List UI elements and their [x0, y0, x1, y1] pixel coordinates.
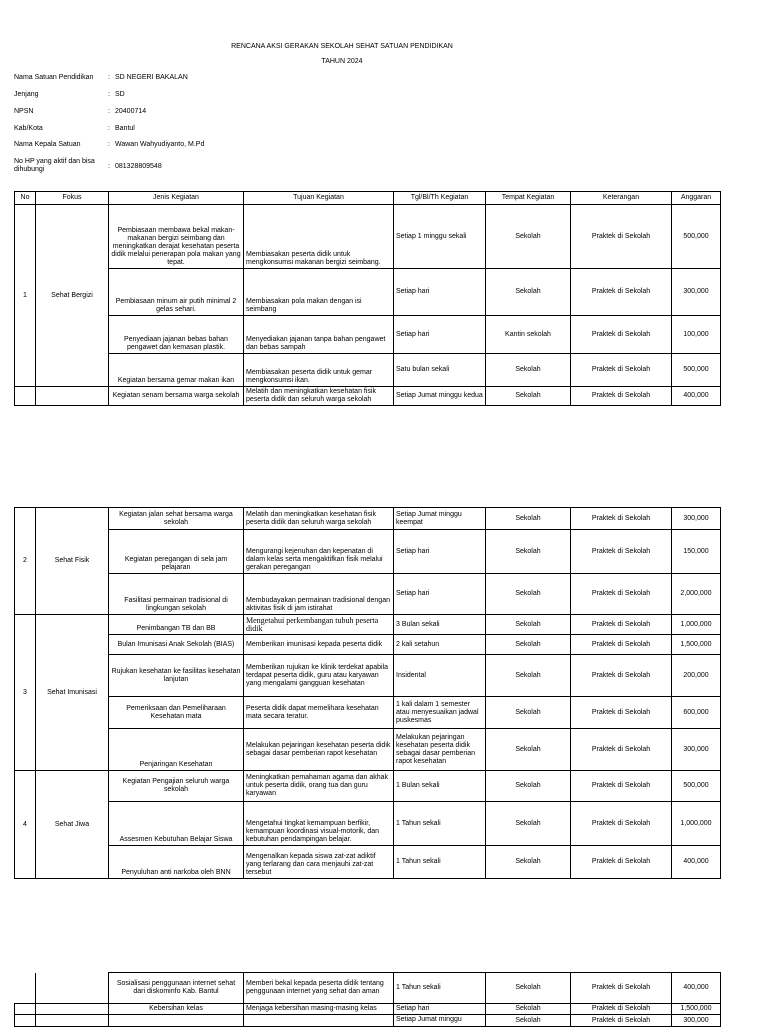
cell-keterangan: Praktek di Sekolah — [571, 269, 672, 316]
cell-keterangan: Praktek di Sekolah — [571, 1015, 672, 1027]
cell-anggaran: 300,000 — [672, 508, 721, 530]
group-number: 4 — [15, 771, 36, 879]
cell-tempat: Sekolah — [486, 973, 571, 1004]
column-header: Jenis Kegiatan — [109, 192, 244, 205]
cell-waktu: 1 Bulan sekali — [394, 771, 486, 802]
cell-anggaran: 300,000 — [672, 1015, 721, 1027]
cell-jenis: Penyuluhan anti narkoba oleh BNN — [109, 846, 244, 879]
cell-keterangan: Praktek di Sekolah — [571, 1004, 672, 1015]
table-row — [15, 574, 721, 615]
cell-anggaran: 2,000,000 — [672, 574, 721, 615]
cell-waktu: Setiap hari — [394, 574, 486, 615]
table-row — [15, 269, 721, 316]
cell-keterangan: Praktek di Sekolah — [571, 655, 672, 697]
cell-anggaran: 500,000 — [672, 354, 721, 387]
cell-tujuan — [244, 1015, 394, 1027]
cell-jenis: Pembiasaan minum air putih minimal 2 gelas sehari. — [109, 269, 244, 316]
cell-anggaran: 1,500,000 — [672, 635, 721, 655]
cell-anggaran: 400,000 — [672, 973, 721, 1004]
cell-jenis: Fasilitasi permainan tradisional di lingkungan sekolah — [109, 574, 244, 615]
table-row — [15, 205, 721, 269]
cell-tujuan: Melatih dan meningkatkan kesehatan fisik peserta didik dan seluruh warga sekolah — [244, 508, 394, 530]
cell-keterangan: Praktek di Sekolah — [571, 771, 672, 802]
info-value: SD — [115, 91, 125, 98]
cell-tujuan: Memberi bekal kepada peserta didik tentang penggunaan internet yang sehat dan aman — [244, 973, 394, 1004]
cell-tempat: Sekolah — [486, 530, 571, 574]
cell-tempat: Sekolah — [486, 269, 571, 316]
cell-tujuan: Menjaga kebersihan masing-masing kelas — [244, 1004, 394, 1015]
cell-keterangan: Praktek di Sekolah — [571, 802, 672, 846]
column-header: Tgl/Bl/Th Kegiatan — [394, 192, 486, 205]
table-row — [15, 729, 721, 771]
group-number: 2 — [15, 508, 36, 615]
group-focus: Sehat Bergizi — [36, 205, 109, 387]
info-label: Nama Satuan Pendidikan — [14, 74, 94, 81]
cell-keterangan: Praktek di Sekolah — [571, 697, 672, 729]
cell-keterangan: Praktek di Sekolah — [571, 574, 672, 615]
cell-tempat: Sekolah — [486, 1015, 571, 1027]
cell-keterangan: Praktek di Sekolah — [571, 729, 672, 771]
table-row — [15, 316, 721, 354]
info-label: Jenjang — [14, 91, 39, 98]
table-row — [15, 697, 721, 729]
activity-table-part-2 — [14, 507, 721, 879]
table-header-row — [15, 192, 721, 205]
cell-tujuan: Membiasakan peserta didik untuk gemar mengkonsumsi ikan. — [244, 354, 394, 387]
cell-tujuan: Memberikan rujukan ke klinik terdekat apabila terdapat peserta didik, guru atau karyawan yang mengalami gangguan kesehatan — [244, 655, 394, 697]
table-row — [15, 973, 721, 1004]
table-row — [15, 615, 721, 635]
cell-tempat: Sekolah — [486, 771, 571, 802]
cell-waktu: 1 Tahun sekali — [394, 846, 486, 879]
cell-waktu: Satu bulan sekali — [394, 354, 486, 387]
document-year: TAHUN 2024 — [321, 58, 363, 65]
table-row — [15, 387, 721, 406]
document-title: RENCANA AKSI GERAKAN SEKOLAH SEHAT SATUAN PENDIDIKAN — [231, 43, 453, 50]
cell-jenis: Penyediaan jajanan bebas bahan pengawet dan kemasan plastik. — [109, 316, 244, 354]
cell-tempat: Sekolah — [486, 1004, 571, 1015]
info-label: Kab/Kota — [14, 125, 43, 132]
cell-jenis: Sosialisasi penggunaan internet sehat dari diskominfo Kab. Bantul — [109, 973, 244, 1004]
cell-tujuan: Peserta didik dapat memelihara kesehatan mata secara teratur. — [244, 697, 394, 729]
cell-waktu: Setiap 1 minggu sekali — [394, 205, 486, 269]
cell-waktu: 1 kali dalam 1 semester atau menyesuaikan jadwal puskesmas — [394, 697, 486, 729]
cell-keterangan: Praktek di Sekolah — [571, 508, 672, 530]
column-header: Tujuan Kegiatan — [244, 192, 394, 205]
cell-tempat: Sekolah — [486, 697, 571, 729]
cell-tempat: Sekolah — [486, 205, 571, 269]
cell-anggaran: 500,000 — [672, 205, 721, 269]
info-value: Bantul — [115, 125, 135, 132]
cell-keterangan: Praktek di Sekolah — [571, 973, 672, 1004]
cell-tujuan: Melatih dan meningkatkan kesehatan fisik peserta didik dan seluruh warga sekolah — [244, 387, 394, 406]
cell-anggaran: 200,000 — [672, 655, 721, 697]
column-header: Keterangan — [571, 192, 672, 205]
cell-waktu: Setiap Jumat minggu — [394, 1015, 486, 1027]
cell-tujuan: Memberikan imunisasi kepada peserta didik — [244, 635, 394, 655]
info-value: 20400714 — [115, 108, 147, 115]
info-label: No HP yang aktif dan bisa dihubungi — [14, 158, 95, 173]
info-label: Nama Kepala Satuan — [14, 141, 81, 148]
table-row — [15, 354, 721, 387]
group-number: 1 — [15, 205, 36, 387]
cell-tempat: Sekolah — [486, 635, 571, 655]
activity-table-part-3 — [14, 972, 721, 1027]
table-row — [15, 846, 721, 879]
cell-jenis: Kebersihan kelas — [109, 1004, 244, 1015]
cell-waktu: Setiap Jumat minggu keempat — [394, 508, 486, 530]
info-value: Wawan Wahyudiyanto, M.Pd — [115, 141, 205, 148]
table-row — [15, 1004, 721, 1015]
info-label: NPSN — [14, 108, 34, 115]
cell-keterangan: Praktek di Sekolah — [571, 387, 672, 406]
cell-tempat: Sekolah — [486, 729, 571, 771]
cell-tempat: Sekolah — [486, 615, 571, 635]
column-header: No — [15, 192, 36, 205]
cell-tempat: Sekolah — [486, 802, 571, 846]
cell-jenis: Penimbangan TB dan BB — [109, 615, 244, 635]
cell-waktu: Melakukan pejaringan kesehatan peserta didik sebagai dasar pemberian rapot kesehatan — [394, 729, 486, 771]
cell-anggaran: 100,000 — [672, 316, 721, 354]
cell-waktu: Setiap Jumat minggu kedua — [394, 387, 486, 406]
cell-anggaran: 400,000 — [672, 846, 721, 879]
cell-tujuan: Meningkatkan pemahaman agama dan akhak untuk peserta didik, orang tua dan guru karyawan — [244, 771, 394, 802]
cell-keterangan: Praktek di Sekolah — [571, 846, 672, 879]
cell-tujuan: Mengetahui perkembangan tubuh peserta didik — [244, 615, 394, 635]
cell-anggaran: 1,500,000 — [672, 1004, 721, 1015]
cell-jenis: Penjaringan Kesehatan — [109, 729, 244, 771]
cell-waktu: Setiap hari — [394, 530, 486, 574]
cell-tempat: Kantin sekolah — [486, 316, 571, 354]
cell-tempat: Sekolah — [486, 574, 571, 615]
cell-tujuan: Melakukan pejaringan kesehatan peserta didik sebagai dasar pemberian rapot kesehatan — [244, 729, 394, 771]
cell-tempat: Sekolah — [486, 387, 571, 406]
cell-waktu: 1 Tahun sekali — [394, 973, 486, 1004]
cell-tujuan: Membudayakan permainan tradisional dengan aktivitas fisik di jam istirahat — [244, 574, 394, 615]
cell-tujuan: Mengetahui tingkat kemampuan berfikir, kemampuan koordinasi visual-motorik, dan kebutuhan pendampingan belajar. — [244, 802, 394, 846]
activity-table-part-1 — [14, 191, 721, 406]
cell-jenis: Assesmen Kebutuhan Belajar Siswa — [109, 802, 244, 846]
cell-keterangan: Praktek di Sekolah — [571, 316, 672, 354]
cell-waktu: 1 Tahun sekali — [394, 802, 486, 846]
cell-jenis: Pemeriksaan dan Pemeliharaan Kesehatan mata — [109, 697, 244, 729]
cell-tujuan: Membiasakan pola makan dengan isi seimbang — [244, 269, 394, 316]
table-row — [15, 771, 721, 802]
cell-waktu: 3 Bulan sekali — [394, 615, 486, 635]
cell-jenis: Kegiatan senam bersama warga sekolah — [109, 387, 244, 406]
info-value: 081328809548 — [115, 163, 162, 170]
cell-tempat: Sekolah — [486, 508, 571, 530]
cell-jenis: Kegiatan jalan sehat bersama warga sekolah — [109, 508, 244, 530]
cell-anggaran: 300,000 — [672, 729, 721, 771]
cell-tujuan: Menyediakan jajanan tanpa bahan pengawet dan bebas sampah — [244, 316, 394, 354]
cell-keterangan: Praktek di Sekolah — [571, 530, 672, 574]
cell-jenis: Kegiatan Pengajian seluruh warga sekolah — [109, 771, 244, 802]
cell-jenis — [109, 1015, 244, 1027]
column-header: Fokus — [36, 192, 109, 205]
cell-tujuan: Mengurangi kejenuhan dan kepenatan di dalam kelas serta mengaktifkan fisik melalui gerakan peregangan — [244, 530, 394, 574]
group-focus: Sehat Fisik — [36, 508, 109, 615]
table-row — [15, 530, 721, 574]
cell-anggaran: 400,000 — [672, 387, 721, 406]
table-row — [15, 508, 721, 530]
cell-keterangan: Praktek di Sekolah — [571, 354, 672, 387]
group-focus: Sehat Jiwa — [36, 771, 109, 879]
cell-waktu: 2 kali setahun — [394, 635, 486, 655]
cell-anggaran: 500,000 — [672, 771, 721, 802]
cell-anggaran: 1,000,000 — [672, 615, 721, 635]
table-row — [15, 802, 721, 846]
cell-anggaran: 300,000 — [672, 269, 721, 316]
cell-jenis: Bulan Imunisasi Anak Sekolah (BIAS) — [109, 635, 244, 655]
cell-jenis: Kegiatan peregangan di sela jam pelajaran — [109, 530, 244, 574]
cell-jenis: Kegiatan bersama gemar makan ikan — [109, 354, 244, 387]
group-focus: Sehat Imunisasi — [36, 615, 109, 771]
cell-anggaran: 600,000 — [672, 697, 721, 729]
cell-keterangan: Praktek di Sekolah — [571, 205, 672, 269]
table-row — [15, 635, 721, 655]
cell-tempat: Sekolah — [486, 655, 571, 697]
column-header: Anggaran — [672, 192, 721, 205]
cell-anggaran: 150,000 — [672, 530, 721, 574]
group-number: 3 — [15, 615, 36, 771]
cell-keterangan: Praktek di Sekolah — [571, 635, 672, 655]
cell-jenis: Pembiasaan membawa bekal makan-makanan bergizi seimbang dan meningkatkan derajat kesehatan peserta didik melalui penerapan pola makan yang tepat. — [109, 205, 244, 269]
cell-waktu: Setiap hari — [394, 316, 486, 354]
cell-tujuan: Mengenalkan kepada siswa zat-zat adiktif yang terlarang dan cara menjauhi zat-zat tersebut — [244, 846, 394, 879]
info-value: SD NEGERI BAKALAN — [115, 74, 188, 81]
cell-keterangan: Praktek di Sekolah — [571, 615, 672, 635]
cell-waktu: Setiap hari — [394, 269, 486, 316]
table-row — [15, 1015, 721, 1027]
cell-waktu: Insidental — [394, 655, 486, 697]
cell-anggaran: 1,000,000 — [672, 802, 721, 846]
cell-tempat: Sekolah — [486, 354, 571, 387]
cell-tujuan: Membiasakan peserta didik untuk mengkonsumsi makanan bergizi seimbang. — [244, 205, 394, 269]
cell-waktu: Setiap hari — [394, 1004, 486, 1015]
column-header: Tempat Kegiatan — [486, 192, 571, 205]
table-row — [15, 655, 721, 697]
cell-jenis: Rujukan kesehatan ke fasilitas kesehatan lanjutan — [109, 655, 244, 697]
cell-tempat: Sekolah — [486, 846, 571, 879]
